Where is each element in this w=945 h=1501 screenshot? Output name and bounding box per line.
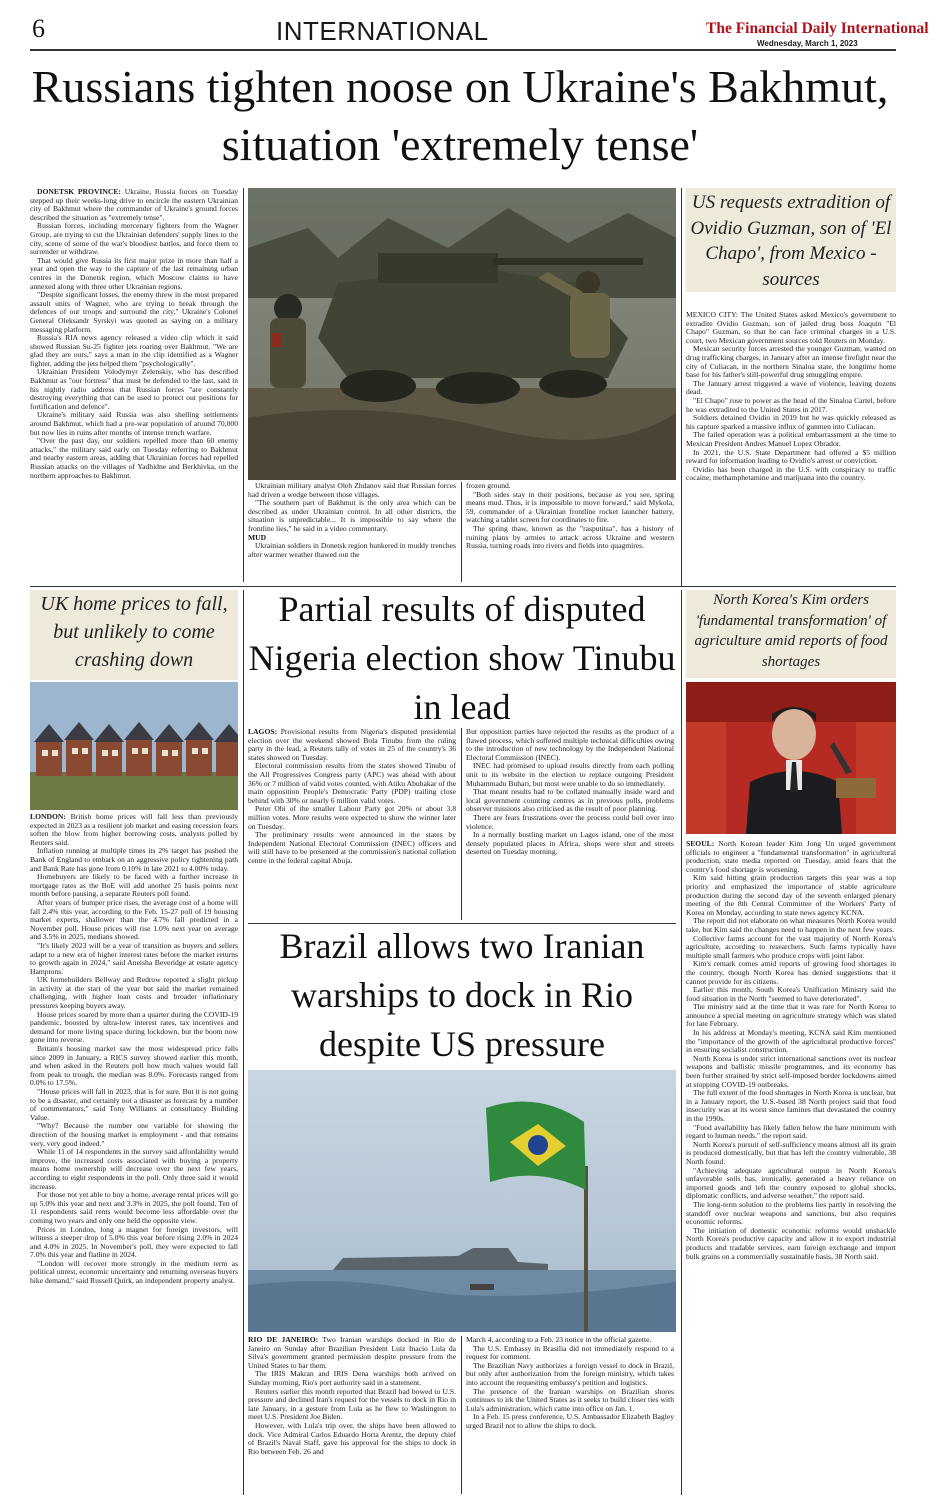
nigeria-para: There are fears frustrations over the process could boil over into violence. xyxy=(466,812,674,831)
uk-para: "House prices will fall in 2023, that is for sure. But it is not going to be a disaster, and certainly not a disaster as forecast by a number of commentators," said Tony Williams at consultancy Building Value. xyxy=(30,1087,238,1122)
uk-para: "It's likely 2023 will be a year of transition as buyers and sellers adapt to a new era of higher interest rates before the market returns to growth again in 2024," said Aneisha Beveridge at estate agency Hamptons. xyxy=(30,940,238,976)
lead-col-1 xyxy=(30,188,238,582)
uk-para: "London will recover more strongly in the medium term as political unrest, economic uncertainty and returning overseas buyers hike demand," said Russell Quirk, an independent property analyst. xyxy=(30,1258,238,1286)
us-para: "El Chapo" rose to power as the head of the Sinaloa Cartel, before he was extradited to the United States in 2017. xyxy=(686,395,896,414)
us-para: Ovidio has been charged in the U.S. with conspiracy to traffic cocaine, methamphetamine and marijuana into the country. xyxy=(686,464,896,483)
lead-para: Ukraine's military said Russia was also shelling settlements around Bakhmut, which had a pre-war population of around 70,000 but now lies in ruins after months of intense trench warfare. xyxy=(30,410,238,437)
nk-para: The initiation of domestic economic reforms would unshackle North Korea's productive capacity and allow it to export industrial products and tradable services, earn foreign exchange and import bulk grains on a commercially sustainable basis, 38 North said. xyxy=(686,1225,896,1261)
column-divider xyxy=(461,728,462,920)
nk-photo-kim xyxy=(686,682,896,834)
column-divider xyxy=(461,1336,462,1494)
brazil-photo-warship-flag xyxy=(248,1070,676,1332)
brazil-col-1 xyxy=(248,1336,456,1494)
nk-headline-box xyxy=(686,590,896,678)
paper-name: The Financial Daily International xyxy=(706,20,929,37)
brazil-para: The Brazilian Navy authorizes a foreign vessel to dock in Brazil, but only after authorization from the foreign ministry, which takes into account the requesting embassy's petition and logistics. xyxy=(466,1360,674,1387)
nigeria-para: Electoral commission results from the states showed Tinubu of the All Progressives Congress party (APC) was ahead with about 36% or 7 million of valid votes counted, with Atiku Abubakar of the main opposition People's Democratic Party (PDP) trailing close behind with 30% or nearly 6 million valid votes. xyxy=(248,761,456,805)
nk-para: The long-term solution to the problems lies partly in resolving the standoff over nuclear weapons and sanctions, but also requires economic reforms. xyxy=(686,1199,896,1227)
nigeria-para: Provisional results from Nigeria's disputed presidential election over the weekend showed Bola Tinubu from the ruling party in the lead, a Reuters tally of votes in 25 of the country's 36 states showed on Tuesday. xyxy=(248,728,456,762)
nk-para: Kim's remark comes amid reports of growing food shortages in the country, though North Korea has denied suggestions that it cannot provide for its citizens. xyxy=(686,959,896,986)
nk-para: The full extent of the food shortages in North Korea is unclear, but in a January report, the U.S.-based 38 North project said that food insecurity was at its worst since famines that devastated the country in the 1990s. xyxy=(686,1088,896,1123)
uk-dateline: LONDON: xyxy=(30,813,66,821)
us-para: In 2021, the U.S. State Department had offered a $5 million reward for information leading to Ovidio's arrest or conviction. xyxy=(686,447,896,466)
nigeria-col-2 xyxy=(466,728,674,922)
lead-para: Russian forces, including mercenary fighters from the Wagner Group, are trying to cut the Ukrainian defenders' supply lines to the city, scene of some of the war's bloodiest battles, and force them to surrender or withdraw. xyxy=(30,221,238,257)
brazil-para: The presence of the Iranian warships on Brazilian shores continues to irk the United States as it seeks to build closer ties with Lula's administration, which came into office on Jan. 1. xyxy=(466,1386,674,1413)
page-number: 6 xyxy=(32,14,45,43)
column-divider xyxy=(461,482,462,582)
lead-para: "Over the past day, our soldiers repelled more than 60 enemy attacks," the military said early on Tuesday referring to Bakhmut and nearby eastern areas, adding that Ukrainian forces had repelled Russian attacks on the villages of Yadhidne and Berkhivka, on the northern approaches to Bakhmut. xyxy=(30,436,238,480)
uk-photo-houses xyxy=(30,682,238,810)
nigeria-dateline: LAGOS: xyxy=(248,728,278,736)
nigeria-para: Peter Obi of the smaller Labour Party got 20% or about 3.8 million votes. More results were expected to show the winner later on Tuesday. xyxy=(248,804,456,831)
lead-para: Ukrainian President Volodymyr Zelenskiy, who has described Bakhmut as "our fortress" that must be defended to the last, said in his nightly radio address that Russian forces "are constantly destroying everything that can be used to protect our positions for fortification and defence". xyxy=(30,367,238,411)
nk-para: Kim said hitting grain production targets this year was a top priority and emphasized the importance of stable agriculture production during the second day of the seventh enlarged plenary meeting of the 8th Central Committee of the Workers' Party of Korea on Monday, according to state news agency KCNA. xyxy=(686,873,896,917)
nk-para: The report did not elaborate on what measures North Korea would take, but Kim said the changes need to happen in the next few years. xyxy=(686,916,896,934)
nigeria-para: In a normally bustling market on Lagos island, one of the most densely populated places in Africa, shops were shut and streets deserted on Tuesday morning. xyxy=(466,830,674,857)
nk-para: North Korean leader Kim Jong Un urged government officials to engineer a "fundamental transformation" in agricultural production, state media reported on Tuesday, amid fears that the country's food shortage is worsening. xyxy=(686,840,896,874)
nk-para: North Korea is under strict international sanctions over its nuclear weapons and ballistic missile programmes, and its economy has been further strained by strict self-imposed border lockdowns aimed at stopping COVID-19 outbreaks. xyxy=(686,1053,896,1089)
uk-para: Prices in London, long a magnet for foreign investors, will witness a steeper drop of 5.0% this year before rising 2.0% in 2024 and 4.0% in 2025. In November's poll, they were expected to fall 7.0% this year and flatline in 2024. xyxy=(30,1224,238,1260)
column-divider xyxy=(243,590,244,1495)
us-headline-box xyxy=(686,188,896,292)
nigeria-para: INEC had promised to upload results directly from each polling unit to its website in the election to replace outgoing President Muhammadu Buhari, but most were unable to do so immediately. xyxy=(466,761,674,788)
lead-dateline: DONETSK PROVINCE: xyxy=(37,188,121,196)
masthead-rule xyxy=(30,49,896,51)
lead-col-3 xyxy=(466,482,674,582)
brazil-headline: Brazil allows two Iranian warships to dock in Rio despite US pressure xyxy=(279,926,645,1064)
brazil-para: Reuters earlier this month reported that Brazil had bowed to U.S. pressure and declined Iran's request for the vessels to dock in Rio in late January, in a gesture from Lula as he flew to Washington to meet U.S. President Joe Biden. xyxy=(248,1386,456,1422)
uk-para: While 11 of 14 respondents in the survey said affordability would improve, the increased costs associated with buying a property means home ownership will decrease over the next few years, according to eight respondents in the poll. Only three said it would increase. xyxy=(30,1147,238,1191)
us-para: MEXICO CITY: The United States asked Mexico's government to extradite Ovidio Guzman, son of jailed drug boss Joaquin "El Chapo" Guzman, so that he can face criminal charges in a U.S. court, two Mexican government sources told Reuters on Monday. xyxy=(686,311,896,345)
lead-para: "The southern part of Bakhmut is the only area which can be described as under Ukrainian control. In all other districts, the situation is unpredictable... It is impossible to say where the frontline lies," he said in a video commentary. xyxy=(248,498,456,533)
column-divider xyxy=(681,188,682,586)
us-para: Mexican security forces arrested the younger Guzman, wanted on drug trafficking charges, in January after an intense firefight near the city of Culiacan, in the northern Sinaloa state, the longtime home base for his father's still-powerful drug smuggling empire. xyxy=(686,344,896,380)
nk-para: Earlier this month, South Korea's Unification Ministry said the food situation in the North "seemed to have deteriorated". xyxy=(686,985,896,1003)
nk-para: "Achieving adequate agricultural output in North Korea's unfavorable soils has, ironically, generated a heavy reliance on imported goods and left the country exposed to global shocks, diplomatic conflicts, and adverse weather," the report said. xyxy=(686,1165,896,1201)
uk-para: House prices soared by more than a quarter during the COVID-19 pandemic, boosted by ultra-low interest rates, tax incentives and demand for more living space during lockdown, but the boom now gone into reverse. xyxy=(30,1009,238,1045)
nigeria-para: That meant results had to be collated manually inside ward and local government counting centres as in previous polls, problems observer missions also criticised as the result of poor planning. xyxy=(466,787,674,814)
uk-para: After years of bumper price rises, the average cost of a home will fall 2.4% this year, according to the Feb. 15-27 poll of 19 housing market experts, shallower than the 4.7% fall predicted in a November poll. House prices will rise 1.0% next year on average and 3.5% in 2025, medians showed. xyxy=(30,897,238,942)
nk-body xyxy=(686,840,896,1494)
uk-para: British home prices will fall less than previously expected in 2023 as a resilient job market and easing recession fears soften the blow from higher borrowing costs, analysts polled by Reuters said. xyxy=(30,813,238,847)
nigeria-headline: Partial results of disputed Nigeria election show Tinubu in lead xyxy=(248,589,676,727)
us-para: The January arrest triggered a wave of violence, leaving dozens dead. xyxy=(686,378,896,397)
lead-para: frozen ground. xyxy=(466,482,511,490)
nk-para: "Food availability has likely fallen below the bare minimum with regard to human needs," the report said. xyxy=(686,1122,896,1141)
uk-para: Britain's housing market saw the most widespread price falls since 2009 in January, a RICS survey showed earlier this month, and when asked in the Reuters poll how much values would fall from peak to trough, the median was 8.0%. Forecasts ranged from 0.0% to 17.5%. xyxy=(30,1044,238,1088)
lead-col-2 xyxy=(248,482,456,582)
nk-para: Collective farms account for the vast majority of North Korea's agriculture, according to researchers. Such farms typically have multiple small farmers who produce crops with joint labor. xyxy=(686,933,896,960)
uk-para: "Why? Because the number one variable for showing the direction of the housing market is employment - and that remains very, very good indeed." xyxy=(30,1121,238,1148)
nigeria-para: But opposition parties have rejected the results as the product of a flawed process, which suffered multiple technical difficulties owing to the introduction of new technology by the Independent National Electoral Commission (INEC). xyxy=(466,728,674,762)
brazil-para: In a Feb. 15 press conference, U.S. Ambassador Elizabeth Bagley urged Brazil not to allow the ships to dock. xyxy=(466,1412,674,1430)
lead-para: Russia's RIA news agency released a video clip which it said showed Russian Su-25 fighter jets roaring over Bakhmut. "We are glad they are ours," says a man in the clip identified as a Wagner fighter, adding the jets helped them "psychologically". xyxy=(30,333,238,368)
uk-headline-box xyxy=(30,590,238,680)
section-title: INTERNATIONAL xyxy=(276,16,489,46)
uk-para: Homebuyers are likely to be faced with a further increase in mortgage rates as the BoE will add another 25 basis points next month before pausing, a separate Reuters poll found. xyxy=(30,872,238,899)
uk-para: For those not yet able to buy a home, average rental prices will go up 5.0% this year and next and 3.3% in 2025, the poll found. Ten of 11 respondents said rents would become less affordable over the coming two years and only one held the opposite view. xyxy=(30,1190,238,1225)
brazil-col-2 xyxy=(466,1336,674,1494)
uk-body xyxy=(30,813,238,1493)
brazil-para: Two Iranian warships docked in Rio de Janeiro on Sunday after Brazilian President Luiz Inacio Lula da Silva's government granted permission despite pressure from the United States to bar them. xyxy=(248,1336,456,1370)
lead-photo-armored-vehicle xyxy=(248,188,676,480)
us-para: Soldiers detained Ovidio in 2019 but he was quickly released as his capture sparked a massive influx of gunmen into Culiacan. xyxy=(686,413,896,431)
brazil-para: However, with Lula's trip over, the ships have been allowed to dock. Vice Admiral Carlos Eduardo Horta Arentz, the deputy chief of Brazil's Naval Staff, gave his approval for the ships to dock in Rio between Feb. 26 and xyxy=(248,1420,456,1456)
lead-para: "Both sides stay in their positions, because as you see, spring means mud. Thus, it is impossible to move forward," said Mykola, 59, commander of a Ukrainian frontline rocket launcher battery, watching a tablet screen for coordinates to fire. xyxy=(466,489,674,525)
nk-dateline: SEOUL: xyxy=(686,840,715,848)
lead-para: Ukrainian soldiers in Donetsk region hunkered in muddy trenches after warmer weather thawed out the xyxy=(248,541,456,559)
nigeria-col-1 xyxy=(248,728,456,922)
issue-date: Wednesday, March 1, 2023 xyxy=(757,39,858,48)
lead-para: That would give Russia its first major prize in more than half a year and open the way to the capture of the last remaining urban centres in the Donetsk region, which Moscow claims to have annexed along with three other Ukrainian regions. xyxy=(30,255,238,291)
lead-subhead: MUD xyxy=(248,532,267,542)
lead-para: Ukrainian military analyst Oleh Zhdanov said that Russian forces had driven a wedge between those villages. xyxy=(248,482,456,499)
column-divider xyxy=(681,590,682,1495)
brazil-para: The U.S. Embassy in Brasilia did not immediately respond to a request for comment. xyxy=(466,1343,674,1362)
uk-para: UK homebuilders Bellway and Redrow reported a slight pickup in activity at the start of the year but said the market remained challenging, with higher loan costs and broader inflationary pressures keeping buyers away. xyxy=(30,975,238,1011)
us-body xyxy=(686,311,896,587)
lead-headline: Russians tighten noose on Ukraine's Bakhmut, situation 'extremely tense' xyxy=(31,61,889,170)
nigeria-para: The preliminary results were announced in the states by Independent National Electoral Commission (INEC) officers and will still have to be presented at the commission's national collation centre in the federal capital Abuja. xyxy=(248,830,456,865)
us-headline: US requests extradition of Ovidio Guzman, son of 'El Chapo', from Mexico -sources xyxy=(690,192,892,290)
brazil-para: March 4, according to a Feb. 23 notice in the official gazette. xyxy=(466,1336,652,1344)
lead-para: The spring thaw, known as the "rasputitsa", has a history of ruining plans by armies to attack across Ukraine and western Russia, turning roads into rivers and fields into quagmires. xyxy=(466,523,674,551)
nk-para: In his address at Monday's meeting, KCNA said Kim mentioned the "importance of the growth of the agricultural productive forces" in ensuring socialist construction. xyxy=(686,1028,896,1055)
brazil-dateline: RIO DE JANEIRO: xyxy=(248,1336,319,1344)
lead-para: Ukraine, Russia forces on Tuesday stepped up their weeks-long drive to encircle the eastern Ukrainian city of Bakhmut where the commander of Ukraine's ground forces described the situation as "extremely tense". xyxy=(30,188,238,222)
column-divider xyxy=(243,188,244,582)
brazil-para: The IRIS Makran and IRIS Dena warships both arrived on Sunday morning, Rio's port authority said in a statement. xyxy=(248,1369,456,1387)
nk-headline: North Korea's Kim orders 'fundamental transformation' of agriculture amid reports of food shortages xyxy=(694,592,888,670)
us-para: The failed operation was a political embarrassment at the time to Mexican President Andres Manuel Lopez Obrador. xyxy=(686,430,896,448)
lead-para: "Despite significant losses, the enemy threw in the most prepared assault units of Wagner, who are trying to break through the defences of our troops and surround the city," Ukraine's Colonel General Oleksandr Syrskyi was quoted as saying on a military messaging platform. xyxy=(30,290,238,334)
uk-para: Inflation running at multiple times its 2% target has pushed the Bank of England to embark on an aggressive policy tightening path and Bank Rate has gone from 0.10% in late 2021 to 4.00% today. xyxy=(30,846,238,873)
uk-headline: UK home prices to fall, but unlikely to come crashing down xyxy=(40,593,228,671)
nk-para: The ministry said at the time that it was rare for North Korea to announce a special meeting on agriculture strategy which was slated for late February. xyxy=(686,1002,896,1029)
nk-para: North Korea's pursuit of self-sufficiency means almost all its grain is produced domestically, but that has left the country vulnerable, 38 North found. xyxy=(686,1139,896,1166)
